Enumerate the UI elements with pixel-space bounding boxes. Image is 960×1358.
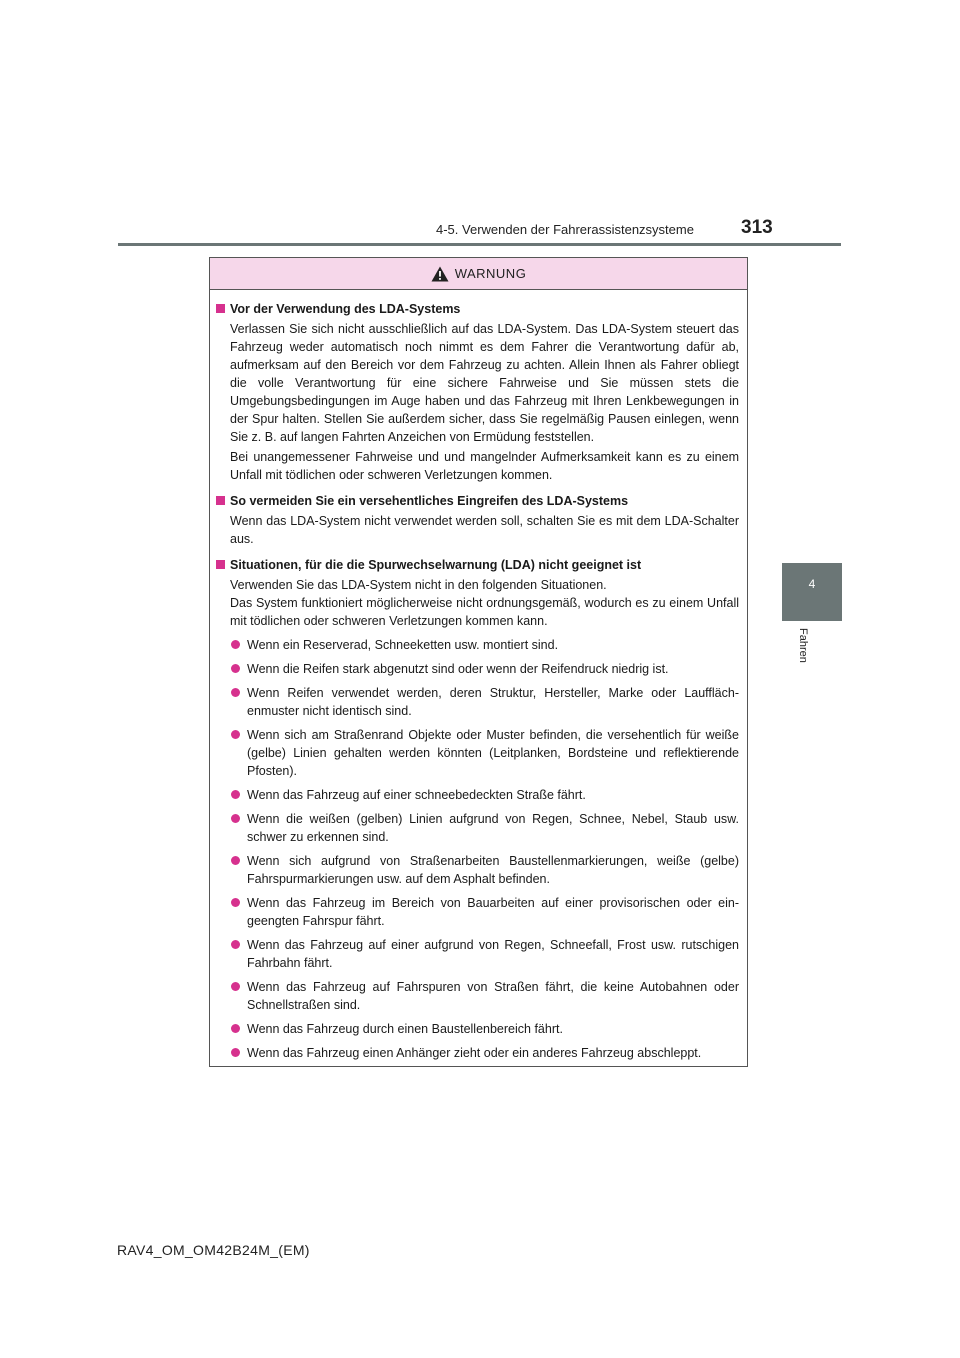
warning-section-before-use xyxy=(216,300,741,484)
square-bullet-icon xyxy=(216,496,225,505)
warning-triangle-icon xyxy=(431,266,449,282)
circle-bullet-icon xyxy=(231,856,240,865)
circle-bullet-icon xyxy=(231,640,240,649)
document-code: RAV4_OM_OM42B24M_(EM) xyxy=(117,1242,310,1258)
list-item: Wenn das Fahrzeug im Bereich von Bauarbeiten auf einer provisorischen oder eingeengten Fahrspur fährt. xyxy=(230,894,741,930)
chapter-number: 4 xyxy=(808,577,816,591)
section-paragraph: Bei unangemessener Fahrweise und und mangelnder Aufmerksamkeit kann es zu einem Unfall mit tödlichen oder schweren Verletzungen kommen. xyxy=(230,450,739,482)
circle-bullet-icon xyxy=(231,940,240,949)
chapter-tab xyxy=(782,563,842,621)
page-number: 313 xyxy=(741,217,773,238)
circle-bullet-icon xyxy=(231,1048,240,1057)
circle-bullet-icon xyxy=(231,730,240,739)
warning-box xyxy=(209,257,748,1067)
chapter-label: Fahren xyxy=(797,628,809,663)
list-item: Wenn die weißen (gelben) Linien aufgrund von Regen, Schnee, Nebel, Staub usw. schwer zu erkennen sind. xyxy=(230,810,741,846)
section-paragraph: Verlassen Sie sich nicht ausschließlich auf das LDA-System. Das LDA-System steuert das Fahrzeug weder automatisch noch nimmt es dem Fahrer die Verantwortung dafür ab, aufmerksam auf den Bereich vor dem Fahrzeug zu achten. Allein Ihnen als Fahrer obliegt die volle Verantwortung für eine sichere Fahrweise und Sie müssen stets die Umgebungsbedingungen im Auge haben und das Fahrzeug mit Ihren Lenkbewegungen in der Spur halten. Stellen Sie außerdem sicher, dass Sie regelmäßig Pausen einlegen, wenn Sie z. B. auf langen Fahrten Anzeichen von Ermüdung feststellen. xyxy=(230,322,739,444)
warning-title: WARNUNG xyxy=(454,266,527,281)
list-item: Wenn sich am Straßenrand Objekte oder Muster befinden, die versehentlich für weiße (gelbe) Linien gehalten werden könnten (Leitplanken, Bordsteine und reflektierende Pfosten). xyxy=(230,726,741,780)
list-item: Wenn das Fahrzeug einen Anhänger zieht oder ein anderes Fahrzeug abschleppt. xyxy=(230,1044,741,1062)
list-item: Wenn das Fahrzeug auf Fahrspuren von Straßen fährt, die keine Autobahnen oder Schnellstraßen sind. xyxy=(230,978,741,1014)
circle-bullet-icon xyxy=(231,664,240,673)
section-paragraph: Wenn das LDA-System nicht verwendet werden soll, schalten Sie es mit dem LDA-Schalter aus. xyxy=(230,514,739,546)
section-heading: So vermeiden Sie ein versehentliches Eingreifen des LDA-Systems xyxy=(216,492,741,510)
list-item: Wenn die Reifen stark abgenutzt sind oder wenn der Reifendruck niedrig ist. xyxy=(230,660,741,678)
circle-bullet-icon xyxy=(231,1024,240,1033)
header-section-title: 4-5. Verwenden der Fahrerassistenzsysteme xyxy=(436,222,694,237)
square-bullet-icon xyxy=(216,304,225,313)
section-paragraph: Verwenden Sie das LDA-System nicht in den folgenden Situationen. xyxy=(230,578,607,592)
list-item: Wenn ein Reserverad, Schneeketten usw. montiert sind. xyxy=(230,636,741,654)
section-heading: Situationen, für die die Spurwechselwarnung (LDA) nicht geeignet ist xyxy=(216,556,741,574)
list-item: Wenn das Fahrzeug auf einer aufgrund von Regen, Schneefall, Frost usw. rutschigen Fahrbahn fährt. xyxy=(230,936,741,972)
warning-header xyxy=(210,258,747,290)
section-heading: Vor der Verwendung des LDA-Systems xyxy=(216,300,741,318)
circle-bullet-icon xyxy=(231,814,240,823)
circle-bullet-icon xyxy=(231,982,240,991)
list-item: Wenn das Fahrzeug durch einen Baustellenbereich fährt. xyxy=(230,1020,741,1038)
square-bullet-icon xyxy=(216,560,225,569)
list-item: Wenn sich aufgrund von Straßenarbeiten Baustellenmarkierungen, weiße (gelbe) Fahrspurmarkierungen usw. auf dem Asphalt befinden. xyxy=(230,852,741,888)
warning-section-avoid-intervention xyxy=(216,492,741,548)
warning-body xyxy=(210,290,747,1062)
list-item: Wenn Reifen verwendet werden, deren Struktur, Hersteller, Marke oder Laufflächenmuster nicht identisch sind. xyxy=(230,684,741,720)
circle-bullet-icon xyxy=(231,790,240,799)
circle-bullet-icon xyxy=(231,688,240,697)
situation-list xyxy=(216,636,741,1062)
header-divider xyxy=(118,243,841,246)
section-paragraph: Das System funktioniert möglicherweise nicht ordnungsgemäß, wodurch es zu einem Unfall mit tödlichen oder schweren Verletzungen kommen kann. xyxy=(230,596,739,628)
warning-section-unsuitable-situations xyxy=(216,556,741,1062)
circle-bullet-icon xyxy=(231,898,240,907)
list-item: Wenn das Fahrzeug auf einer schneebedeckten Straße fährt. xyxy=(230,786,741,804)
